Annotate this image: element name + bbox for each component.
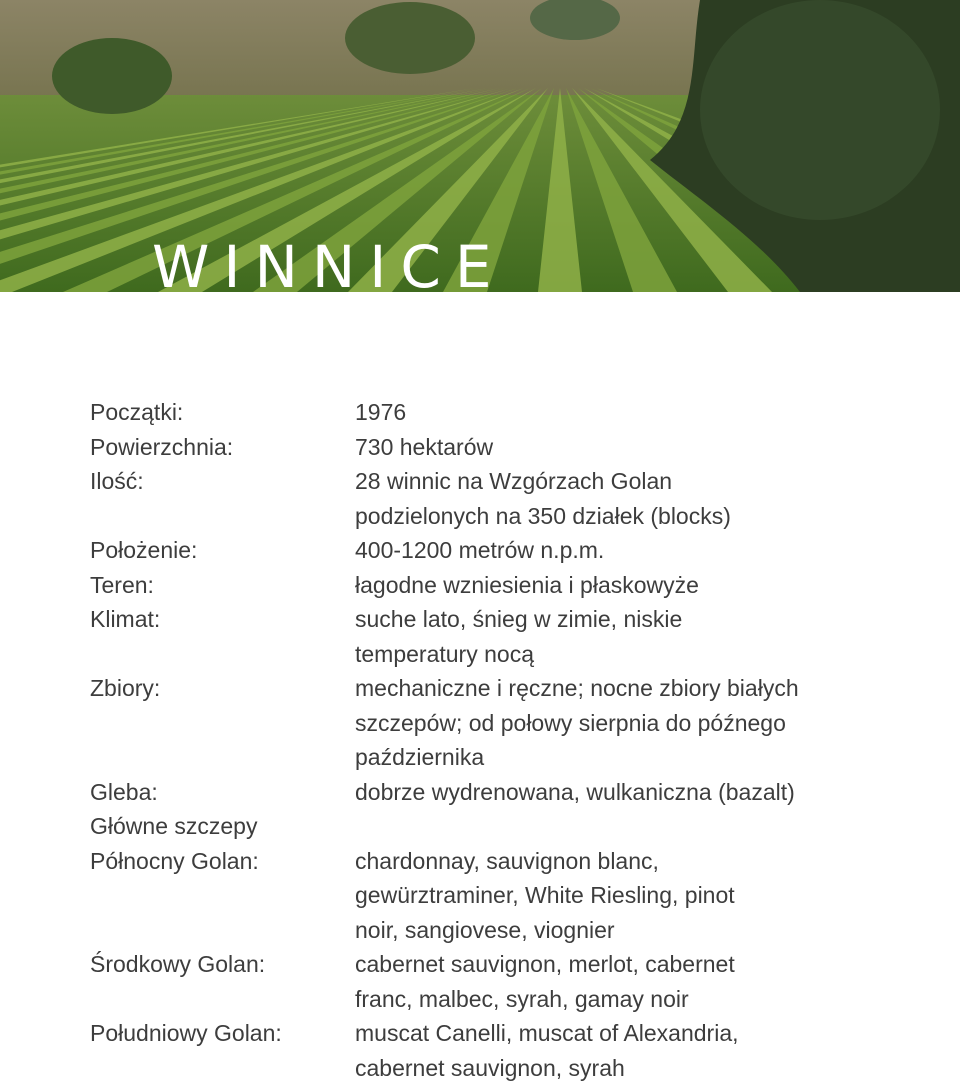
spec-value-line: 28 winnic na Wzgórzach Golan: [355, 464, 855, 499]
spec-value-line: podzielonych na 350 działek (blocks): [355, 499, 855, 534]
spec-value: [355, 671, 855, 775]
spec-row: [90, 464, 910, 533]
spec-value: [355, 395, 855, 430]
spec-row: [90, 947, 910, 1016]
spec-value-line: mechaniczne i ręczne; nocne zbiory białych: [355, 671, 855, 706]
tree-right-canopy: [700, 0, 940, 220]
spec-label: Klimat:: [90, 602, 355, 671]
spec-row: [90, 430, 910, 465]
spec-label: Powierzchnia:: [90, 430, 355, 465]
spec-label: Środkowy Golan:: [90, 947, 355, 1016]
spec-value-line: października: [355, 740, 855, 775]
spec-value: [355, 430, 855, 465]
spec-value-line: franc, malbec, syrah, gamay noir: [355, 982, 855, 1017]
spec-value: [355, 809, 855, 844]
spec-value-line: noir, sangiovese, viognier: [355, 913, 855, 948]
spec-value-line: chardonnay, sauvignon blanc,: [355, 844, 855, 879]
spec-value: [355, 947, 855, 1016]
spec-row: [90, 602, 910, 671]
spec-value-line: dobrze wydrenowana, wulkaniczna (bazalt): [355, 775, 855, 810]
spec-label: Położenie:: [90, 533, 355, 568]
spec-value-line: gewürztraminer, White Riesling, pinot: [355, 878, 855, 913]
spec-value: [355, 844, 855, 948]
spec-label: Północny Golan:: [90, 844, 355, 948]
spec-row: [90, 395, 910, 430]
spec-value: [355, 533, 855, 568]
spec-value-line: temperatury nocą: [355, 637, 855, 672]
spec-row: [90, 775, 910, 810]
spec-value: [355, 568, 855, 603]
spec-row: [90, 809, 910, 844]
spec-label: Zbiory:: [90, 671, 355, 775]
spec-row: [90, 533, 910, 568]
spec-value-line: suche lato, śnieg w zimie, niskie: [355, 602, 855, 637]
tree-center: [345, 2, 475, 74]
spec-value-line: muscat Canelli, muscat of Alexandria,: [355, 1016, 855, 1051]
vineyard-photo: [0, 0, 960, 292]
spec-value-line: łagodne wzniesienia i płaskowyże: [355, 568, 855, 603]
spec-value-line: cabernet sauvignon, syrah: [355, 1051, 855, 1085]
spec-value: [355, 602, 855, 671]
spec-label: Teren:: [90, 568, 355, 603]
spec-row: [90, 671, 910, 775]
spec-value: [355, 464, 855, 533]
spec-label: Ilość:: [90, 464, 355, 533]
spec-value-line: 730 hektarów: [355, 430, 855, 465]
tree-left: [52, 38, 172, 114]
spec-row: [90, 844, 910, 948]
spec-label: Początki:: [90, 395, 355, 430]
spec-label: Południowy Golan:: [90, 1016, 355, 1085]
spec-label: Gleba:: [90, 775, 355, 810]
spec-row: [90, 568, 910, 603]
page-title: WINNICE: [152, 238, 505, 292]
spec-value-line: szczepów; od połowy sierpnia do późnego: [355, 706, 855, 741]
spec-value-line: cabernet sauvignon, merlot, cabernet: [355, 947, 855, 982]
spec-value-line: 1976: [355, 395, 855, 430]
spec-label: Główne szczepy: [90, 809, 355, 844]
spec-value-line: 400-1200 metrów n.p.m.: [355, 533, 855, 568]
spec-value: [355, 775, 855, 810]
vineyard-specs: [90, 395, 910, 1085]
